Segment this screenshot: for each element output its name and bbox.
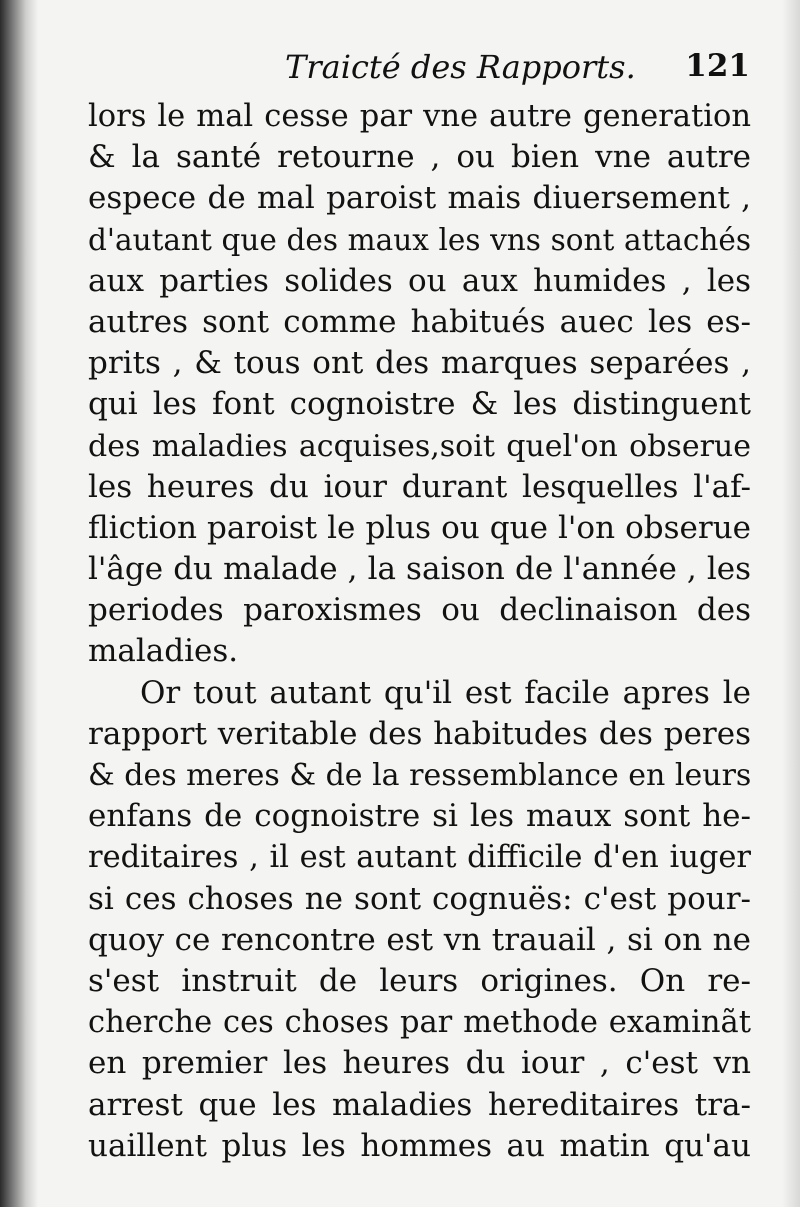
text-line: uaillent plus les hommes au matin qu'au <box>88 1127 751 1164</box>
text-line: s'est instruit de leurs origines. On re- <box>88 962 751 999</box>
text-line: espece de mal paroist mais diuersement , <box>88 180 751 217</box>
text-line: rapport veritable des habitudes des peres <box>88 715 751 752</box>
text-line: des maladies acquises,soit quel'on obserue <box>88 428 751 464</box>
text-line: si ces choses ne sont cognuës: c'est pour- <box>88 880 751 917</box>
page-number: 121 <box>685 48 750 84</box>
text-line: enfans de cognoistre si les maux sont he- <box>88 798 751 835</box>
page-edge <box>782 0 800 1207</box>
text-line: l'âge du malade , la saison de l'année , les <box>88 551 751 588</box>
text-line: lors le mal cesse par vne autre generation <box>88 99 751 134</box>
text-line: fliction paroist le plus ou que l'on obserue <box>88 509 751 546</box>
running-header <box>90 48 750 92</box>
running-title: Traicté des Rapports. <box>285 48 636 86</box>
text-line: les heures du iour durant lesquelles l'af- <box>88 468 751 505</box>
text-line: en premier les heures du iour , c'est vn <box>88 1045 751 1082</box>
text-line: cherche ces choses par methode examinãt <box>88 1005 751 1041</box>
binding-shadow <box>0 0 38 1207</box>
text-line: autres sont comme habitués auec les es- <box>88 303 751 340</box>
text-line: quoy ce rencontre est vn trauail , si on ne <box>88 921 751 958</box>
text-line: prits , & tous ont des marques separées , <box>88 345 751 382</box>
text-line: maladies. <box>88 633 239 670</box>
text-line: d'autant que des maux les vns sont attachés <box>88 222 751 257</box>
paragraph-first-line: Or tout autant qu'il est facile apres le <box>140 674 751 711</box>
text-line: periodes paroxismes ou declinaison des <box>88 592 751 629</box>
text-line: reditaires , il est autant difficile d'en iuger <box>88 840 751 876</box>
text-line: & des meres & de la ressemblance en leurs <box>88 758 752 793</box>
text-line: aux parties solides ou aux humides , les <box>88 262 751 299</box>
text-line: & la santé retourne , ou bien vne autre <box>88 139 751 176</box>
body-text <box>88 96 751 1167</box>
text-line: qui les font cognoistre & les distinguent <box>88 386 751 423</box>
text-line: arrest que les maladies hereditaires tra- <box>88 1086 751 1123</box>
